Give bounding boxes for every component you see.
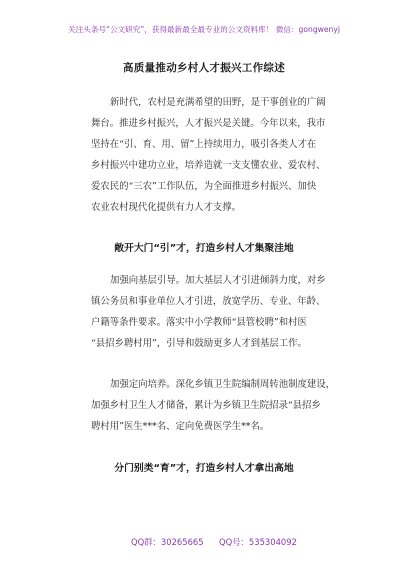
paragraph-line: 乡村振兴中建功立业，培养造就一支支懂农业、爱农村、: [91, 160, 326, 171]
paragraph-line: 坚持在“引、育、用、留”上持续用力，吸引各类人才在: [91, 139, 317, 150]
paragraph-line: 爱农民的“三农”工作队伍，为全面推进乡村振兴、加快: [91, 181, 317, 192]
paragraph-line: 户籍等条件要求。落实中小学教师“县管校聘”和村医: [91, 317, 307, 328]
paragraph-line: “县招乡聘村用”，引导和鼓励更多人才到基层工作。: [91, 338, 307, 349]
paragraph-targeted-training: [91, 374, 336, 437]
paragraph-intro: [91, 92, 326, 218]
paragraph-line: 镇公务员和事业单位人才引进，放宽学历、专业、年龄、: [91, 296, 326, 307]
paragraph-grassroots: [91, 270, 326, 354]
paragraph-line: 加强乡村卫生人才储备，累计为乡镇卫生院招录“县招乡: [91, 400, 321, 411]
header-promo-note: 关注头条号“公文研究”，获得最新最全最专业的公文资料库！ 微信：gongwenyj: [68, 25, 340, 34]
footer-qq-group: QQ群：30265665: [131, 537, 204, 547]
paragraph-line: 新时代，农村是充满希望的田野，是干事创业的广阔: [110, 97, 326, 108]
paragraph-line: 舞台。推进乡村振兴，人才振兴是关键。今年以来，我市: [91, 118, 326, 129]
document-title: 高质量推动乡村人才振兴工作综述: [123, 62, 285, 74]
paragraph-line: 加强定向培养。深化乡镇卫生院编制周转池制度建设，: [110, 379, 336, 390]
section-heading-cultivate: 分门别类“育”才，打造乡村人才拿出高地: [114, 463, 294, 474]
paragraph-line: 加强向基层引导。加大基层人才引进倾斜力度，对乡: [110, 275, 326, 286]
paragraph-line: 聘村用”医生***名、定向免费医学生**名。: [91, 421, 270, 432]
paragraph-line: 农业农村现代化提供有力人才支撑。: [91, 202, 242, 213]
section-heading-attract: 敞开大门“引”才，打造乡村人才集聚洼地: [114, 243, 294, 254]
footer-qq-number: QQ号：535304092: [219, 537, 297, 547]
footer-contact: [0, 536, 408, 550]
